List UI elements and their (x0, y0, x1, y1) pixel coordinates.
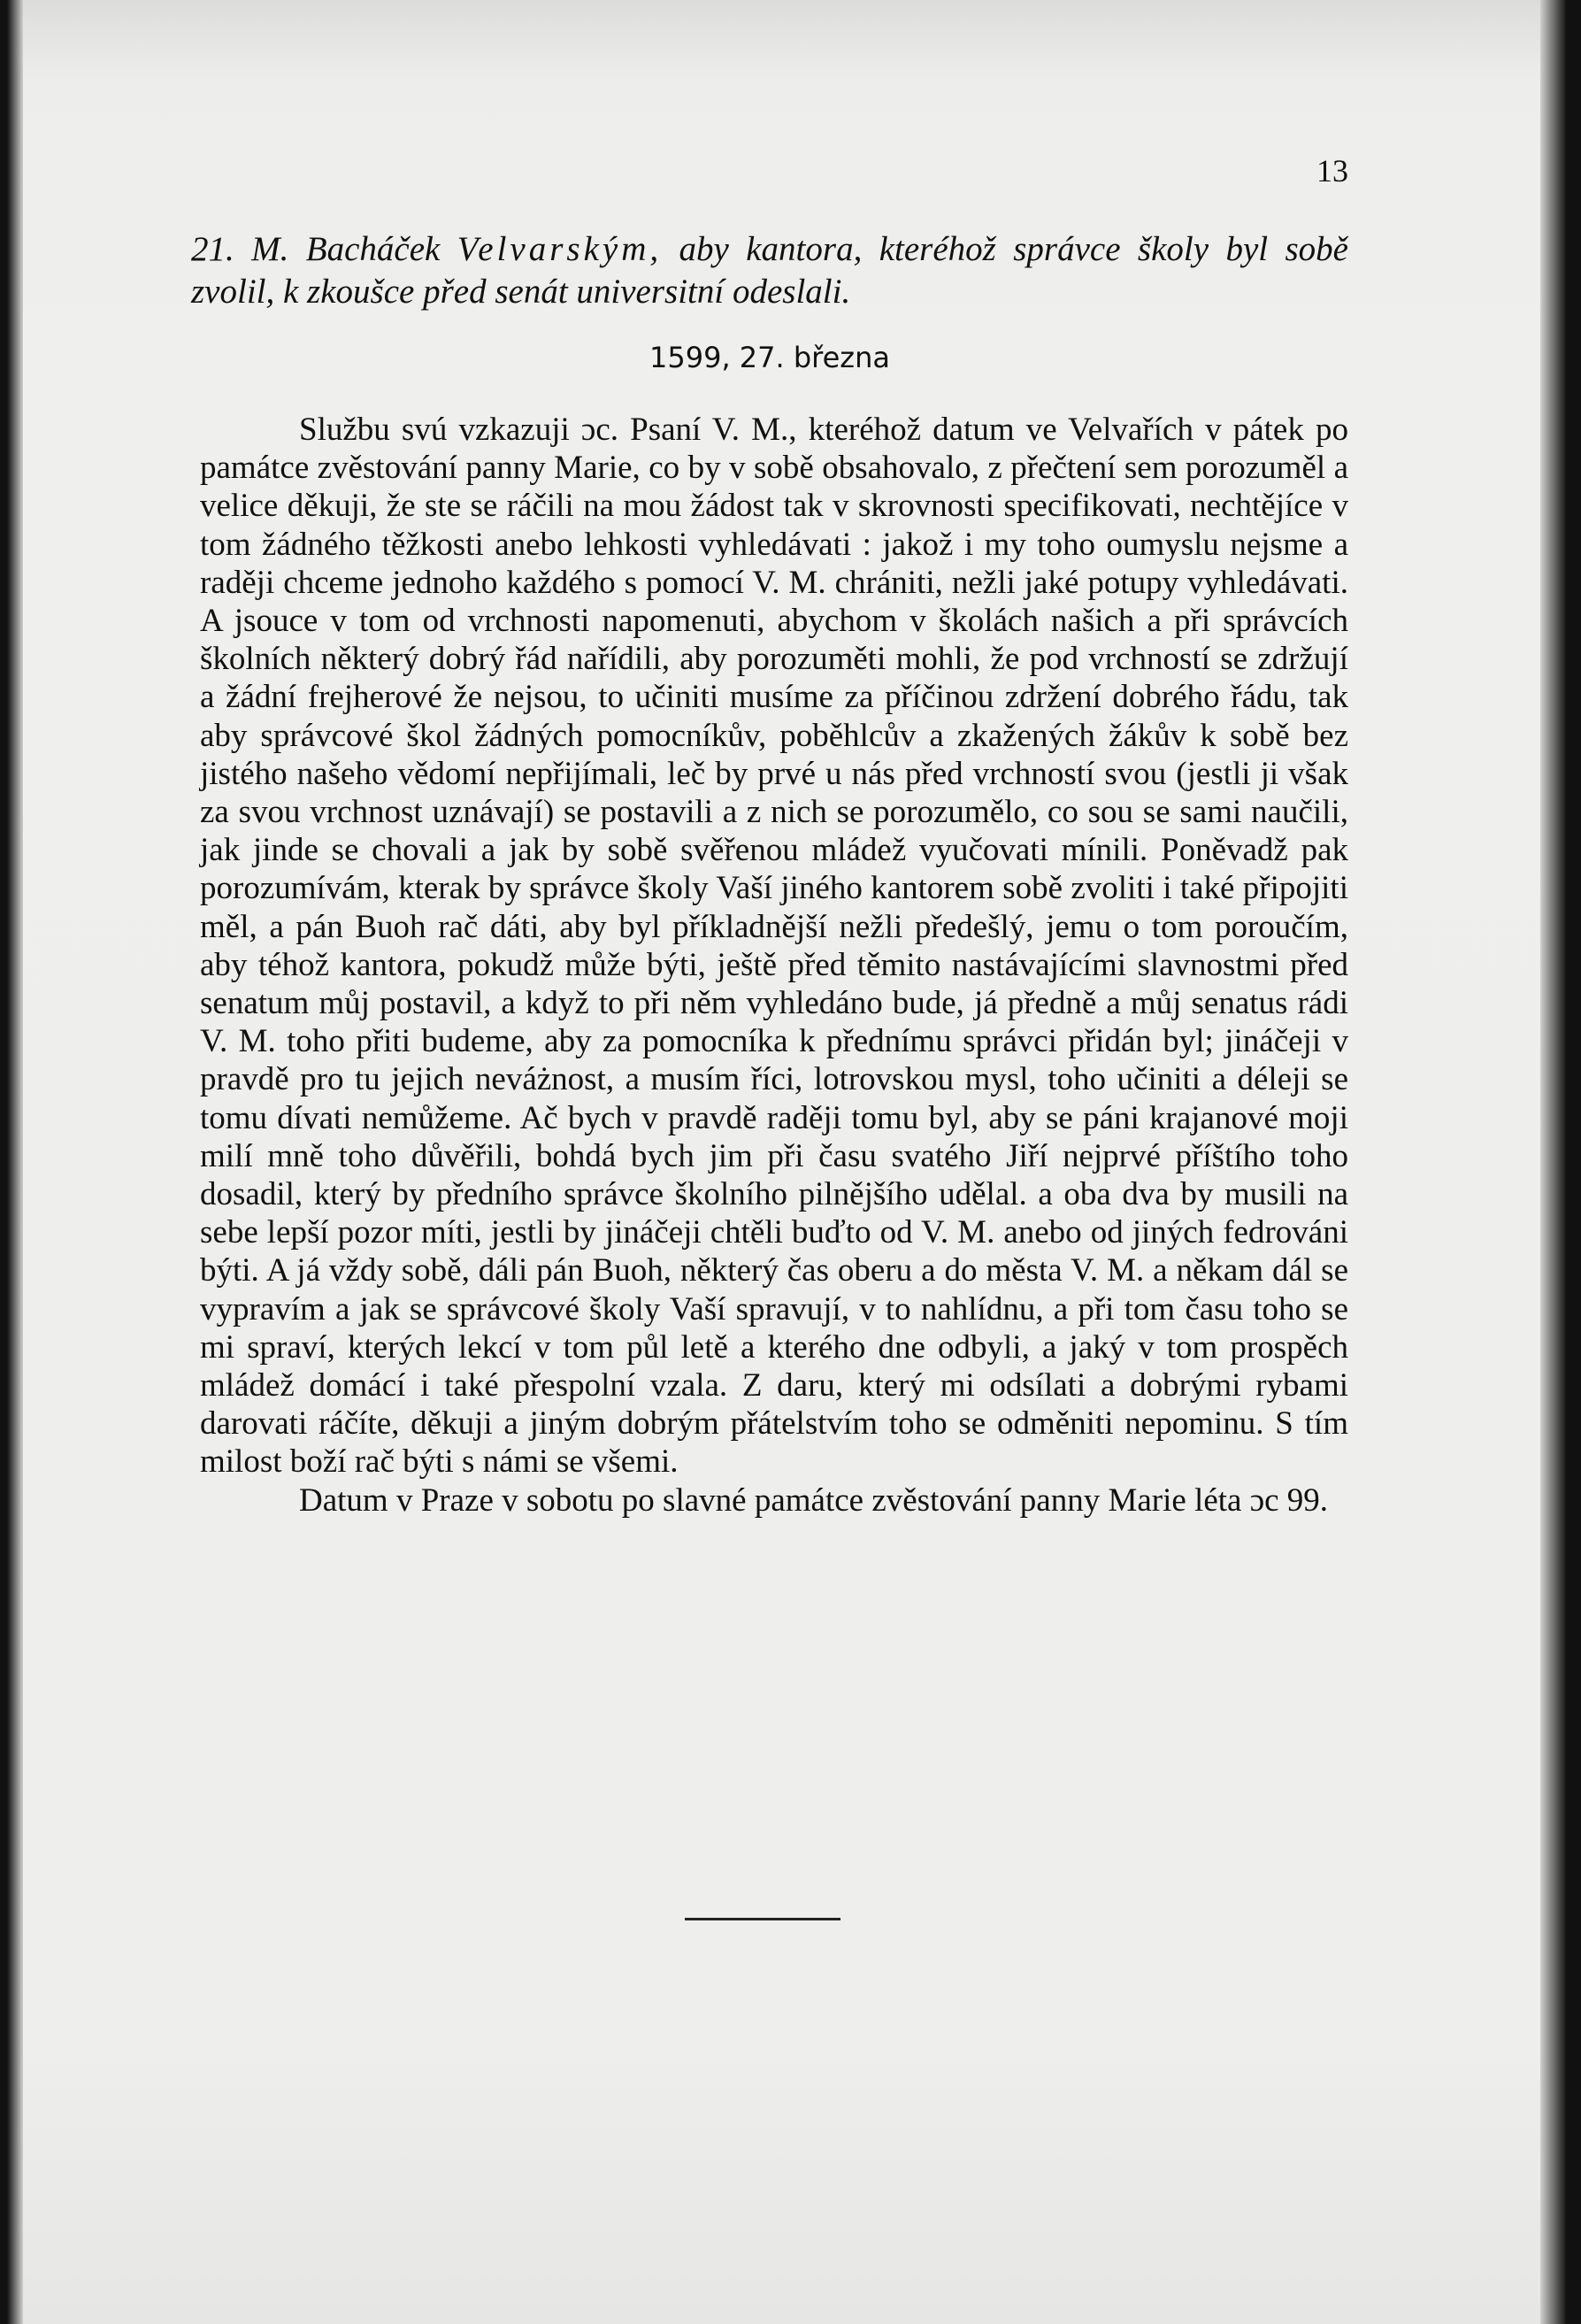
letter-body (200, 411, 1348, 1520)
body-paragraph: Službu svú vzkazuji ɔc. Psaní V. M., kteréhož datum ve Velvařích v pátek po památce zvěstování panny Marie, co by v sobě obsahovalo, z přečtení sem porozuměl a velice děkuji, že ste se ráčili na mou žádost tak v skrovnosti specifikovati, nechtějíce v tom žádného těžkosti anebo lehkosti vyhledávati : jakož i my toho oumyslu nejsme a raději chceme jednoho každého s pomocí V. M. chrániti, nežli jaké potupy vyhledávati. A jsouce v tom od vrchnosti napomenuti, abychom v školách našich a při správcích školních některý dobrý řád nařídili, aby porozuměti mohli, že pod vrchností se zdržují a žádní frejherové že nejsou, to učiniti musíme za příčinou zdržení dobrého řádu, tak aby správcové škol žádných pomocníkův, poběhlcův a zkažených žákův k sobě bez jistého našeho vědomí nepřijímali, leč by prvé u nás před vrchností svou (jestli ji však za svou vrchnost uznávají) se postavili a z nich se porozumělo, co sou se sami naučili, jak jinde se chovali a jak by sobě svěřenou mládež vyučovati mínili. Poněvadž pak porozumívám, kterak by správce školy Vaší jiného kantorem sobě zvoliti i také připojiti měl, a pán Buoh rač dáti, aby byl příkladnější nežli předešlý, jemu o tom poroučím, aby téhož kantora, pokudž může býti, ještě před těmito nastávajícími slavnostmi před senatum můj postavil, a když to při něm vyhledáno bude, já předně a můj senatus rádi V. M. toho přiti budeme, aby za pomocníka k přednímu správci přidán byl; jináčeji v pravdě pro tu jejich neváżnost, a musím říci, lotrovskou mysl, toho učiniti a déleji se tomu dívati nemůžeme. Ač bych v pravdě raději tomu byl, aby se páni krajanové moji milí mně toho důvěřili, bohdá bych jim při času svatého Jiří nejprvé příštího toho dosadil, který by předního správce školního pilnějšího udělal. a oba dva by musili na sebe lepší pozor míti, jestli by jináčeji chtěli buďto od V. M. anebo od jiných fedrováni býti. A já vždy sobě, dáli pán Buoh, některý čas oberu a do města V. M. a někam dál se vypravím a jak se správcové školy Vaší spravují, v to nahlídnu, a při tom času toho se mi spraví, kterých lekcí v tom půl letě a kterého dne odbyli, a jaký v tom prospěch mládež domácí i také přespolní vzala. Z daru, který mi odsílati a dobrými rybami darovati ráčíte, děkuji a jiným dobrým přátelstvím toho se odměniti nepominu. S tím milost boží rač býti s námi se všemi. (200, 412, 1348, 1481)
document-date: 1599, 27. března (649, 341, 890, 374)
page-number: 13 (1316, 153, 1348, 189)
body-paragraph-closing: Datum v Praze v sobotu po slavné památce zvěstování panny Marie léta ɔc 99. (299, 1481, 1329, 1519)
heading-spaced-name: Velvarským, (457, 230, 663, 268)
heading-lead: M. Bacháček (251, 230, 441, 268)
document-heading (191, 228, 1348, 313)
left-scan-border (0, 0, 23, 2324)
right-scan-border (1540, 0, 1581, 2324)
heading-rest: aby kantora, kteréhož správce školy byl sobě zvolil, k zkoušce před senát universitní odeslali. (191, 230, 1348, 311)
closing-rule (685, 1918, 840, 1920)
heading-number: 21. (191, 230, 234, 268)
